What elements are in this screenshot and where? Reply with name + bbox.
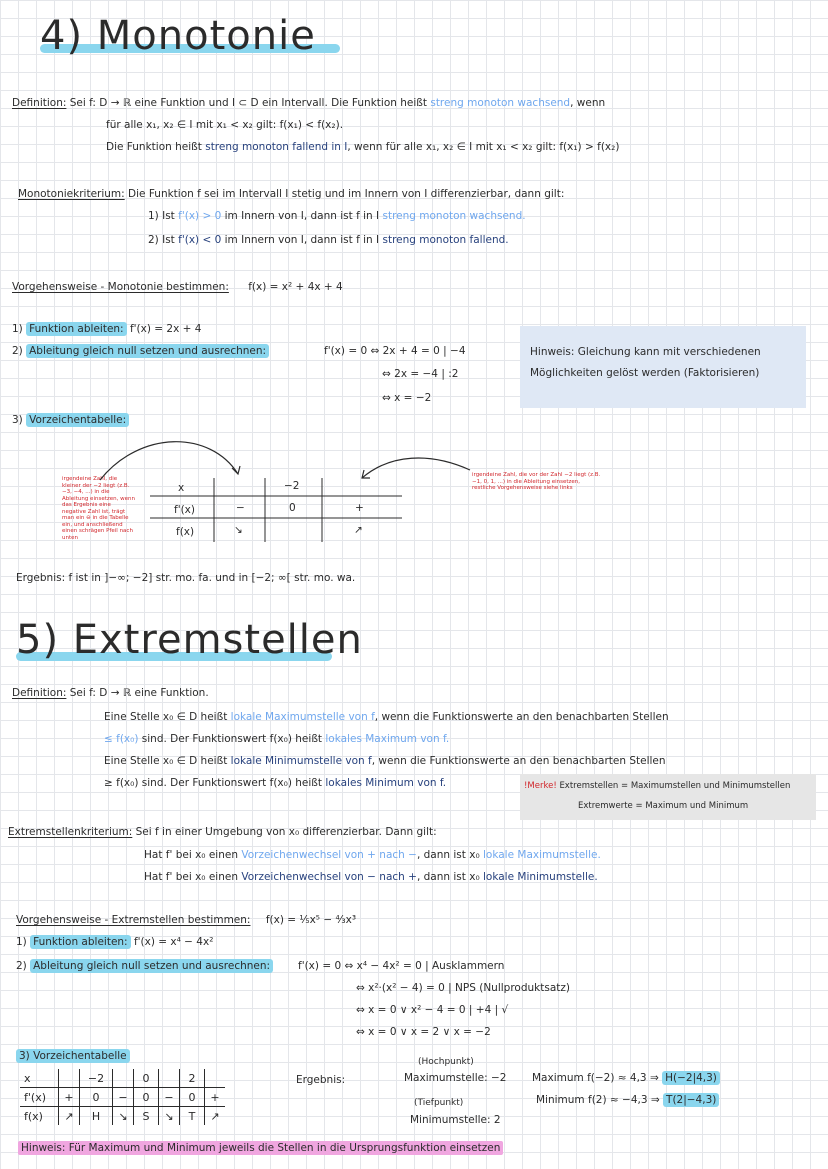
note-right: irgendeine Zahl, die vor der Zahl −2 liegt (z.B. −1, 0, 1, ...) in die Ableitung einsetzen, restliche Vorgehensweise siehe links (472, 472, 601, 491)
vz5-cell (59, 1069, 80, 1088)
b1-b: , wenn die Funktionswerte an den benachbarten Stellen (374, 711, 669, 723)
def3-a: Die Funktion heißt (106, 141, 206, 153)
max-line (532, 1072, 720, 1085)
extrem-criterion-i2 (144, 871, 598, 884)
extrem-def-b1-line2 (104, 733, 449, 746)
monotonie-result: Ergebnis: f ist in ]−∞; −2] str. mo. fa. und in [−2; ∞[ str. mo. wa. (16, 572, 356, 584)
b2-e: lokales Minimum von f. (325, 777, 447, 789)
vz5-label: f'(x) (20, 1088, 59, 1107)
vz4-fp-c3: + (355, 502, 364, 514)
b1-c: ≤ f(x₀) (104, 733, 139, 745)
b2-b: , wenn die Funktionswerte an den benachbarten Stellen (371, 755, 666, 767)
merke-line2: Extremwerte = Maximum und Minimum (578, 801, 749, 811)
i2-b: , dann ist x₀ (416, 871, 483, 883)
extrem-step-3 (16, 1050, 130, 1063)
min-stelle: Minimumstelle: 2 (410, 1114, 501, 1126)
procedure-label: Vorgehensweise - Monotonie bestimmen: (12, 281, 229, 293)
hint-text: Hinweis: Gleichung kann mit verschiedenen Möglichkeiten gelöst werden (Faktorisieren) (530, 346, 761, 379)
i1-b: , dann ist x₀ (416, 849, 483, 861)
i2-hl2: lokale Minimumstelle. (483, 871, 598, 883)
step1-num: 1) (12, 323, 27, 335)
min-line (536, 1094, 719, 1107)
i1-hl: Vorzeichenwechsel von + nach − (241, 849, 417, 861)
def3-b: , wenn für alle x₁, x₂ ∈ I mit x₁ < x₂ gilt: f(x₁) > f(x₂) (347, 141, 620, 153)
s5-step2-hl: Ableitung gleich null setzen und ausrechnen: (30, 959, 273, 973)
merke-line1 (524, 780, 790, 792)
i1-hl2: lokale Maximumstelle. (483, 849, 601, 861)
criterion-label: Monotoniekriterium: (18, 188, 125, 200)
definition-text: Sei f: D → ℝ eine Funktion und I ⊂ D ein Intervall. Die Funktion heißt (69, 97, 431, 109)
definition-intro-5: Sei f: D → ℝ eine Funktion. (69, 687, 209, 699)
vz5-cell: 0 (134, 1088, 159, 1107)
extrem-hint-text: Hinweis: Für Maximum und Minimum jeweils die Stellen in die Ursprungsfunktion einsetzen (18, 1141, 503, 1155)
definition-text-end: , wenn (570, 97, 606, 109)
extrem-definition-intro (12, 687, 209, 700)
max-point: H(−2|4,3) (662, 1071, 720, 1085)
b1-e: lokales Maximum von f. (325, 733, 450, 745)
vz4-row-fp: f'(x) (174, 504, 195, 516)
ci2-hl2: streng monoton fallend. (382, 234, 509, 246)
vz5-cell: H (80, 1107, 113, 1126)
vz5-cell: ↗ (210, 1109, 220, 1123)
section-4-title: 4) Monotonie (40, 13, 316, 59)
vz5-label: x (20, 1069, 59, 1088)
ci2-hl1: f'(x) < 0 (178, 234, 222, 246)
definition-label-5: Definition: (12, 687, 67, 699)
ci1-b: im Innern von I, dann ist f in I (221, 210, 383, 222)
vz5-row-fp (20, 1088, 225, 1107)
merke-label: !Merke! (524, 781, 557, 791)
criterion-intro: Die Funktion f sei im Intervall I stetig und im Innern von I differenzierbar, dann gilt: (128, 188, 565, 200)
extrem-step-1 (16, 936, 213, 949)
vz4-f-c1: ↘ (234, 524, 243, 536)
extrem-procedure-heading (16, 914, 356, 927)
ci1-hl1: f'(x) > 0 (178, 210, 222, 222)
section-5-title: 5) Extremstellen (16, 617, 363, 663)
eq-line-2: ⇔ 2x = −4 | :2 (382, 368, 459, 380)
criterion-label-5: Extremstellenkriterium: (8, 826, 133, 838)
ci1-a: 1) Ist (148, 210, 179, 222)
step1-eq: f'(x) = 2x + 4 (129, 323, 202, 335)
vz5-cell: 0 (80, 1088, 113, 1107)
b2-hl: lokale Minimumstelle von f (230, 755, 372, 767)
step2-num: 2) (12, 345, 27, 357)
term-streng-wachsend: streng monoton wachsend (430, 97, 571, 109)
vz4-row-f: f(x) (176, 526, 195, 538)
extrem-def-b1-line1 (104, 711, 669, 724)
vz5-row-f (20, 1107, 225, 1126)
monotonie-definition-line2: für alle x₁, x₂ ∈ I mit x₁ < x₂ gilt: f(x₁) < f(x₂). (106, 119, 344, 131)
min-point: T(2|−4,3) (663, 1093, 719, 1107)
vz5-cell: 0 (180, 1088, 205, 1107)
vz5-cell: 2 (180, 1069, 205, 1088)
vz5-cell: S (134, 1107, 159, 1126)
vz5-cell: 0 (134, 1069, 159, 1088)
vz5-cell: − (159, 1088, 180, 1107)
vz5-cell (205, 1069, 226, 1088)
definition-label: Definition: (12, 97, 67, 109)
extrem-result-label: Ergebnis: (296, 1074, 346, 1086)
s5-step1-hl: Funktion ableiten: (30, 935, 130, 949)
eq-line-3: ⇔ x = −2 (382, 392, 432, 404)
max-value: Maximum f(−2) ≈ 4,3 ⇒ (532, 1072, 659, 1084)
max-stelle: Maximumstelle: −2 (404, 1072, 507, 1084)
extrem-def-b2-line1 (104, 755, 666, 768)
vz5-cell: + (210, 1090, 220, 1104)
i1-a: Hat f' bei x₀ einen (144, 849, 242, 861)
vz5-cell: − (113, 1088, 134, 1107)
term-streng-fallend: streng monoton fallend in I (205, 141, 348, 153)
extrem-def-b2-line2 (104, 777, 446, 790)
step3-hl: Vorzeichentabelle: (26, 413, 129, 427)
b1-hl: lokale Maximumstelle von f (230, 711, 375, 723)
s5-step3-hl: 3) Vorzeichentabelle (16, 1049, 130, 1063)
vz5-cell: + (59, 1088, 80, 1107)
b1-a: Eine Stelle x₀ ∈ D heißt (104, 711, 231, 723)
criterion-intro-5: Sei f in einer Umgebung von x₀ differenzierbar. Dann gilt: (135, 826, 437, 838)
extrem-criterion-i1 (144, 849, 601, 862)
extrem-step-2 (16, 960, 273, 973)
vz4-f-c3: ↗ (354, 524, 363, 536)
b1-d: sind. Der Funktionswert f(x₀) heißt (138, 733, 326, 745)
min-value: Minimum f(2) ≈ −4,3 ⇒ (536, 1094, 660, 1106)
b2-c: ≥ f(x₀) sind. Der Funktionswert f(x₀) heißt (104, 777, 326, 789)
s5-step1-eq: f'(x) = x⁴ − 4x² (133, 936, 214, 948)
vz5-cell: T (180, 1107, 205, 1126)
vz4-fp-c1: − (236, 502, 245, 514)
merke-text-1: Extremstellen = Maximumstellen und Minimumstellen (559, 781, 791, 791)
ci2-b: im Innern von I, dann ist f in I (221, 234, 383, 246)
ci1-hl2: streng monoton wachsend. (382, 210, 526, 222)
b2-a: Eine Stelle x₀ ∈ D heißt (104, 755, 231, 767)
procedure-label-5: Vorgehensweise - Extremstellen bestimmen: (16, 914, 251, 926)
s5-eq-line-2: ⇔ x²·(x² − 4) = 0 | NPS (Nullproduktsatz) (356, 982, 570, 994)
arrow-left (100, 442, 238, 480)
vz5-label: f(x) (20, 1107, 59, 1126)
vz5-cell (113, 1069, 134, 1088)
extrem-criterion-intro (8, 826, 437, 839)
i2-a: Hat f' bei x₀ einen (144, 871, 242, 883)
step1-hl: Funktion ableiten: (26, 322, 126, 336)
hochpunkt-label: (Hochpunkt) (418, 1057, 474, 1067)
s5-eq-line-4: ⇔ x = 0 ∨ x = 2 ∨ x = −2 (356, 1026, 491, 1038)
s5-eq-line-3: ⇔ x = 0 ∨ x² − 4 = 0 | +4 | √ (356, 1004, 509, 1016)
vz5-cell: −2 (80, 1069, 113, 1088)
vz4-fp-c2: 0 (289, 502, 296, 514)
vz5-cell: ↘ (159, 1107, 180, 1126)
vz4-header: −2 (284, 480, 300, 492)
note-left: irgendeine Zahl, die kleiner der −2 liegt (z.B. −3, −4, ...) in die Ableitung einsetzen, wenn das Ergebnis eine negative Zahl ist, trägt man ein ⊖ in die Tabelle ein, und anschließend einen schrägen Pfeil nach unten (62, 476, 135, 541)
eq-line-1: f'(x) = 0 ⇔ 2x + 4 = 0 | −4 (324, 345, 466, 357)
vz4-row-x: x (178, 482, 185, 494)
vz5-table (20, 1069, 225, 1125)
step3-num: 3) (12, 414, 27, 426)
i2-hl: Vorzeichenwechsel von − nach + (241, 871, 417, 883)
ci2-a: 2) Ist (148, 234, 179, 246)
tiefpunkt-label: (Tiefpunkt) (414, 1098, 464, 1108)
vz5-row-x (20, 1069, 225, 1088)
arrow-right (362, 458, 470, 478)
procedure-function: f(x) = x² + 4x + 4 (248, 281, 343, 293)
s5-step1-num: 1) (16, 936, 31, 948)
step2-hl: Ableitung gleich null setzen und ausrechnen: (26, 344, 269, 358)
vz5-cell (159, 1069, 180, 1088)
vz5-cell: ↘ (113, 1107, 134, 1126)
extrem-hint (18, 1142, 503, 1155)
vz5-cell: ↗ (59, 1107, 80, 1126)
procedure-function-5: f(x) = ⅕x⁵ − ⁴⁄₃x³ (265, 914, 357, 926)
s5-step2-num: 2) (16, 960, 31, 972)
s5-eq-line-1: f'(x) = 0 ⇔ x⁴ − 4x² = 0 | Ausklammern (298, 960, 505, 972)
